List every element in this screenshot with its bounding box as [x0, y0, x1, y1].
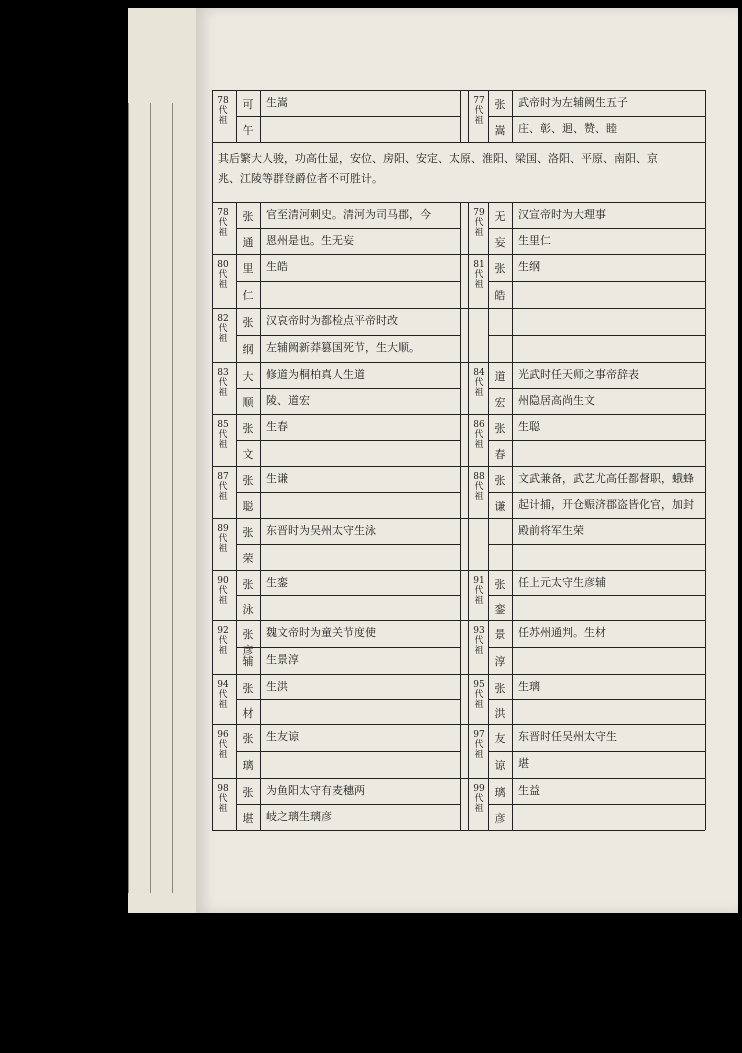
- row-line: [212, 466, 705, 467]
- col-line: [212, 414, 213, 466]
- record-text: 州隐居高尚生文: [518, 394, 595, 407]
- col-line: [212, 202, 213, 254]
- name-char: 张: [242, 474, 254, 487]
- under-col: [150, 103, 171, 893]
- row-line: [212, 142, 705, 143]
- row-line: [212, 254, 705, 255]
- mid-line: [488, 699, 705, 700]
- mid-line: [236, 116, 460, 117]
- name-char: 张: [494, 98, 506, 111]
- col-line: [705, 362, 706, 414]
- generation-label: 87代祖: [217, 472, 229, 502]
- generation-label: 95代祖: [473, 680, 485, 710]
- mid-line: [236, 595, 460, 596]
- name-char: 道: [494, 370, 506, 383]
- record-text: 恩州是也。生无妄: [266, 234, 354, 247]
- record-text: 庄、彰、迴、赞、睦: [518, 122, 617, 135]
- generation-label: 92代祖: [217, 626, 229, 656]
- name-char: 张: [242, 422, 254, 435]
- record-text: 为鱼阳太守有麦穗两: [266, 784, 365, 797]
- name-char: 午: [242, 124, 254, 137]
- row-line: [212, 362, 705, 363]
- name-char: 彦: [494, 812, 506, 825]
- mid-line: [488, 388, 705, 389]
- col-line: [212, 570, 213, 620]
- name-char: 通: [242, 236, 254, 249]
- col-line: [705, 674, 706, 724]
- mid-line: [236, 804, 460, 805]
- name-char: 春: [494, 448, 506, 461]
- col-line: [468, 570, 469, 620]
- col-line: [460, 362, 461, 414]
- row-line: [212, 202, 705, 203]
- col-line: [705, 202, 706, 254]
- record-text: 光武时任天师之事帝辞表: [518, 368, 639, 381]
- name-char: 张彦: [242, 628, 254, 657]
- record-text: 修道为桐柏真人生道: [266, 368, 365, 381]
- mid-line: [488, 544, 705, 545]
- record-text: 生聪: [518, 420, 540, 433]
- col-line: [705, 570, 706, 620]
- col-line: [468, 90, 469, 142]
- name-char: 张: [242, 210, 254, 223]
- name-char: 里: [242, 262, 254, 275]
- name-char: 友: [494, 732, 506, 745]
- col-line: [468, 466, 469, 518]
- mid-line: [236, 335, 460, 336]
- name-char: 妄: [494, 236, 506, 249]
- name-char: 荣: [242, 552, 254, 565]
- col-line: [212, 620, 213, 674]
- col-line: [460, 254, 461, 308]
- col-line: [460, 414, 461, 466]
- col-line: [460, 466, 461, 518]
- name-char: 张: [242, 316, 254, 329]
- name-char: 文: [242, 448, 254, 461]
- generation-label: 85代祖: [217, 420, 229, 450]
- mid-line: [488, 595, 705, 596]
- col-line: [468, 362, 469, 414]
- mid-line: [236, 699, 460, 700]
- col-line: [468, 778, 469, 830]
- name-char: 辅: [242, 655, 254, 668]
- mid-line: [236, 228, 460, 229]
- record-text: 魏文帝时为童关节度使: [266, 626, 376, 639]
- record-text: 生洪: [266, 680, 288, 693]
- row-line: [212, 620, 705, 621]
- col-line: [705, 620, 706, 674]
- name-char: 无: [494, 210, 506, 223]
- name-char: 张: [494, 682, 506, 695]
- record-text: 生纲: [518, 260, 540, 273]
- mid-line: [488, 751, 705, 752]
- col-line: [212, 674, 213, 724]
- generation-label: 97代祖: [473, 730, 485, 760]
- generation-label: 88代祖: [473, 472, 485, 502]
- record-text: 生春: [266, 420, 288, 433]
- col-line: [468, 254, 469, 308]
- mid-line: [236, 544, 460, 545]
- record-text: 生里仁: [518, 234, 551, 247]
- row-line: [212, 90, 705, 91]
- col-line: [468, 308, 469, 362]
- row-line: [212, 778, 705, 779]
- record-text: 生谦: [266, 472, 288, 485]
- underlying-page: [128, 8, 198, 913]
- record-text: 汉哀帝时为都检点平帝时改: [266, 314, 398, 327]
- record-text: 生銮: [266, 576, 288, 589]
- col-line: [705, 466, 706, 518]
- generation-label: 82代祖: [217, 314, 229, 344]
- mid-line: [488, 281, 705, 282]
- record-text: 生璃: [518, 680, 540, 693]
- record-text: 生友谅: [266, 730, 299, 743]
- col-line: [212, 254, 213, 308]
- col-line: [460, 674, 461, 724]
- col-line: [460, 778, 461, 830]
- col-line: [460, 518, 461, 570]
- name-char: 谅: [494, 759, 506, 772]
- row-line: [212, 674, 705, 675]
- col-line: [468, 518, 469, 570]
- generation-label: 93代祖: [473, 626, 485, 656]
- genealogy-table: [212, 90, 705, 830]
- col-line: [460, 620, 461, 674]
- col-line: [705, 414, 706, 466]
- col-line: [705, 254, 706, 308]
- generation-label: 90代祖: [217, 576, 229, 606]
- mid-line: [488, 228, 705, 229]
- record-text: 汉宣帝时为大理事: [518, 208, 606, 221]
- name-char: 张: [494, 262, 506, 275]
- name-char: 纲: [242, 343, 254, 356]
- name-char: 仁: [242, 289, 254, 302]
- note-text: 其后繁大人骏，功高仕显，安位、房阳、安定、太原、淮阳、梁国、洛阳、平原、南阳、京: [218, 152, 658, 165]
- generation-label: 81代祖: [473, 260, 485, 290]
- record-text: 左辅阙新莽篡国死节，生大顺。: [266, 341, 420, 354]
- generation-label: 89代祖: [217, 524, 229, 554]
- col-line: [468, 674, 469, 724]
- row-line: [212, 570, 705, 571]
- mid-line: [488, 492, 705, 493]
- col-line: [468, 202, 469, 254]
- record-text: 任苏州通判。生材: [518, 626, 606, 639]
- name-char: 淳: [494, 655, 506, 668]
- col-line: [468, 724, 469, 778]
- row-line: [212, 518, 705, 519]
- name-char: 泳: [242, 603, 254, 616]
- mid-line: [488, 647, 705, 648]
- generation-label: 94代祖: [217, 680, 229, 710]
- note-text: 兆、江陵等群登爵位者不可胜计。: [218, 172, 383, 185]
- col-line: [705, 308, 706, 362]
- col-line: [705, 90, 706, 142]
- record-text: 武帝时为左辅阙生五子: [518, 96, 628, 109]
- col-line: [212, 142, 213, 202]
- generation-label: 80代祖: [217, 260, 229, 290]
- under-col: [172, 103, 193, 893]
- name-char: 璃: [494, 786, 506, 799]
- record-text: 堪: [518, 757, 529, 770]
- mid-line: [236, 388, 460, 389]
- name-char: 张: [494, 578, 506, 591]
- col-line: [460, 308, 461, 362]
- name-char: 大: [242, 370, 254, 383]
- row-line: [212, 414, 705, 415]
- mid-line: [236, 647, 460, 648]
- generation-label: 78代祖: [217, 96, 229, 126]
- record-text: 生景淳: [266, 653, 299, 666]
- col-line: [460, 90, 461, 142]
- record-text: 陵、道宏: [266, 394, 310, 407]
- col-line: [705, 142, 706, 202]
- name-char: 顺: [242, 396, 254, 409]
- generation-label: 83代祖: [217, 368, 229, 398]
- name-char: 宏: [494, 396, 506, 409]
- name-char: 銮: [494, 603, 506, 616]
- row-line: [212, 830, 705, 831]
- record-text: 东晋时为吴州太守生泳: [266, 524, 376, 537]
- name-char: 聪: [242, 500, 254, 513]
- col-line: [460, 570, 461, 620]
- col-line: [212, 724, 213, 778]
- name-char: 张: [494, 474, 506, 487]
- name-char: 材: [242, 707, 254, 720]
- col-line: [705, 518, 706, 570]
- col-line: [460, 202, 461, 254]
- col-line: [468, 414, 469, 466]
- mid-line: [236, 440, 460, 441]
- mid-line: [488, 804, 705, 805]
- name-char: 景: [494, 628, 506, 641]
- col-line: [705, 778, 706, 830]
- mid-line: [236, 492, 460, 493]
- record-text: 起计捕，开仓赈济郡盗皆化官，加封: [518, 498, 694, 511]
- name-char: 张: [242, 682, 254, 695]
- col-line: [460, 724, 461, 778]
- generation-label: 79代祖: [473, 208, 485, 238]
- col-line: [212, 518, 213, 570]
- record-text: 任上元太守生彦辅: [518, 576, 606, 589]
- generation-label: 77代祖: [473, 96, 485, 126]
- record-text: 殿前将军生荣: [518, 524, 584, 537]
- record-text: 文武兼备，武艺尤高任都督职，蛾蜂: [518, 472, 694, 485]
- mid-line: [488, 335, 705, 336]
- generation-label: 98代祖: [217, 784, 229, 814]
- generation-label: 99代祖: [473, 784, 485, 814]
- record-text: 生嵩: [266, 96, 288, 109]
- generation-label: 91代祖: [473, 576, 485, 606]
- mid-line: [488, 116, 705, 117]
- col-line: [212, 778, 213, 830]
- name-char: 张: [494, 422, 506, 435]
- col-line: [212, 90, 213, 142]
- col-line: [212, 308, 213, 362]
- name-char: 皓: [494, 289, 506, 302]
- name-char: 张: [242, 732, 254, 745]
- col-line: [705, 724, 706, 778]
- col-line: [212, 466, 213, 518]
- document-page: [196, 8, 738, 913]
- generation-label: 84代祖: [473, 368, 485, 398]
- name-char: 嵩: [494, 124, 506, 137]
- col-line: [468, 620, 469, 674]
- under-col: [128, 103, 149, 893]
- record-text: 生皓: [266, 260, 288, 273]
- name-char: 堪: [242, 812, 254, 825]
- row-line: [212, 308, 705, 309]
- mid-line: [236, 281, 460, 282]
- name-char: 谦: [494, 500, 506, 513]
- mid-line: [488, 440, 705, 441]
- col-line: [212, 362, 213, 414]
- name-char: 张: [242, 786, 254, 799]
- generation-label: 78代祖: [217, 208, 229, 238]
- mid-line: [236, 751, 460, 752]
- generation-label: 86代祖: [473, 420, 485, 450]
- record-text: 岐之璃生璃彦: [266, 810, 332, 823]
- name-char: 洪: [494, 707, 506, 720]
- record-text: 生益: [518, 784, 540, 797]
- generation-label: 96代祖: [217, 730, 229, 760]
- name-char: 张: [242, 578, 254, 591]
- record-text: 东晋时任吴州太守生: [518, 730, 617, 743]
- name-char: 可: [242, 98, 254, 111]
- record-text: 官至清河刺史。清河为司马郡，今: [266, 208, 431, 221]
- name-char: 璃: [242, 759, 254, 772]
- row-line: [212, 724, 705, 725]
- name-char: 张: [242, 526, 254, 539]
